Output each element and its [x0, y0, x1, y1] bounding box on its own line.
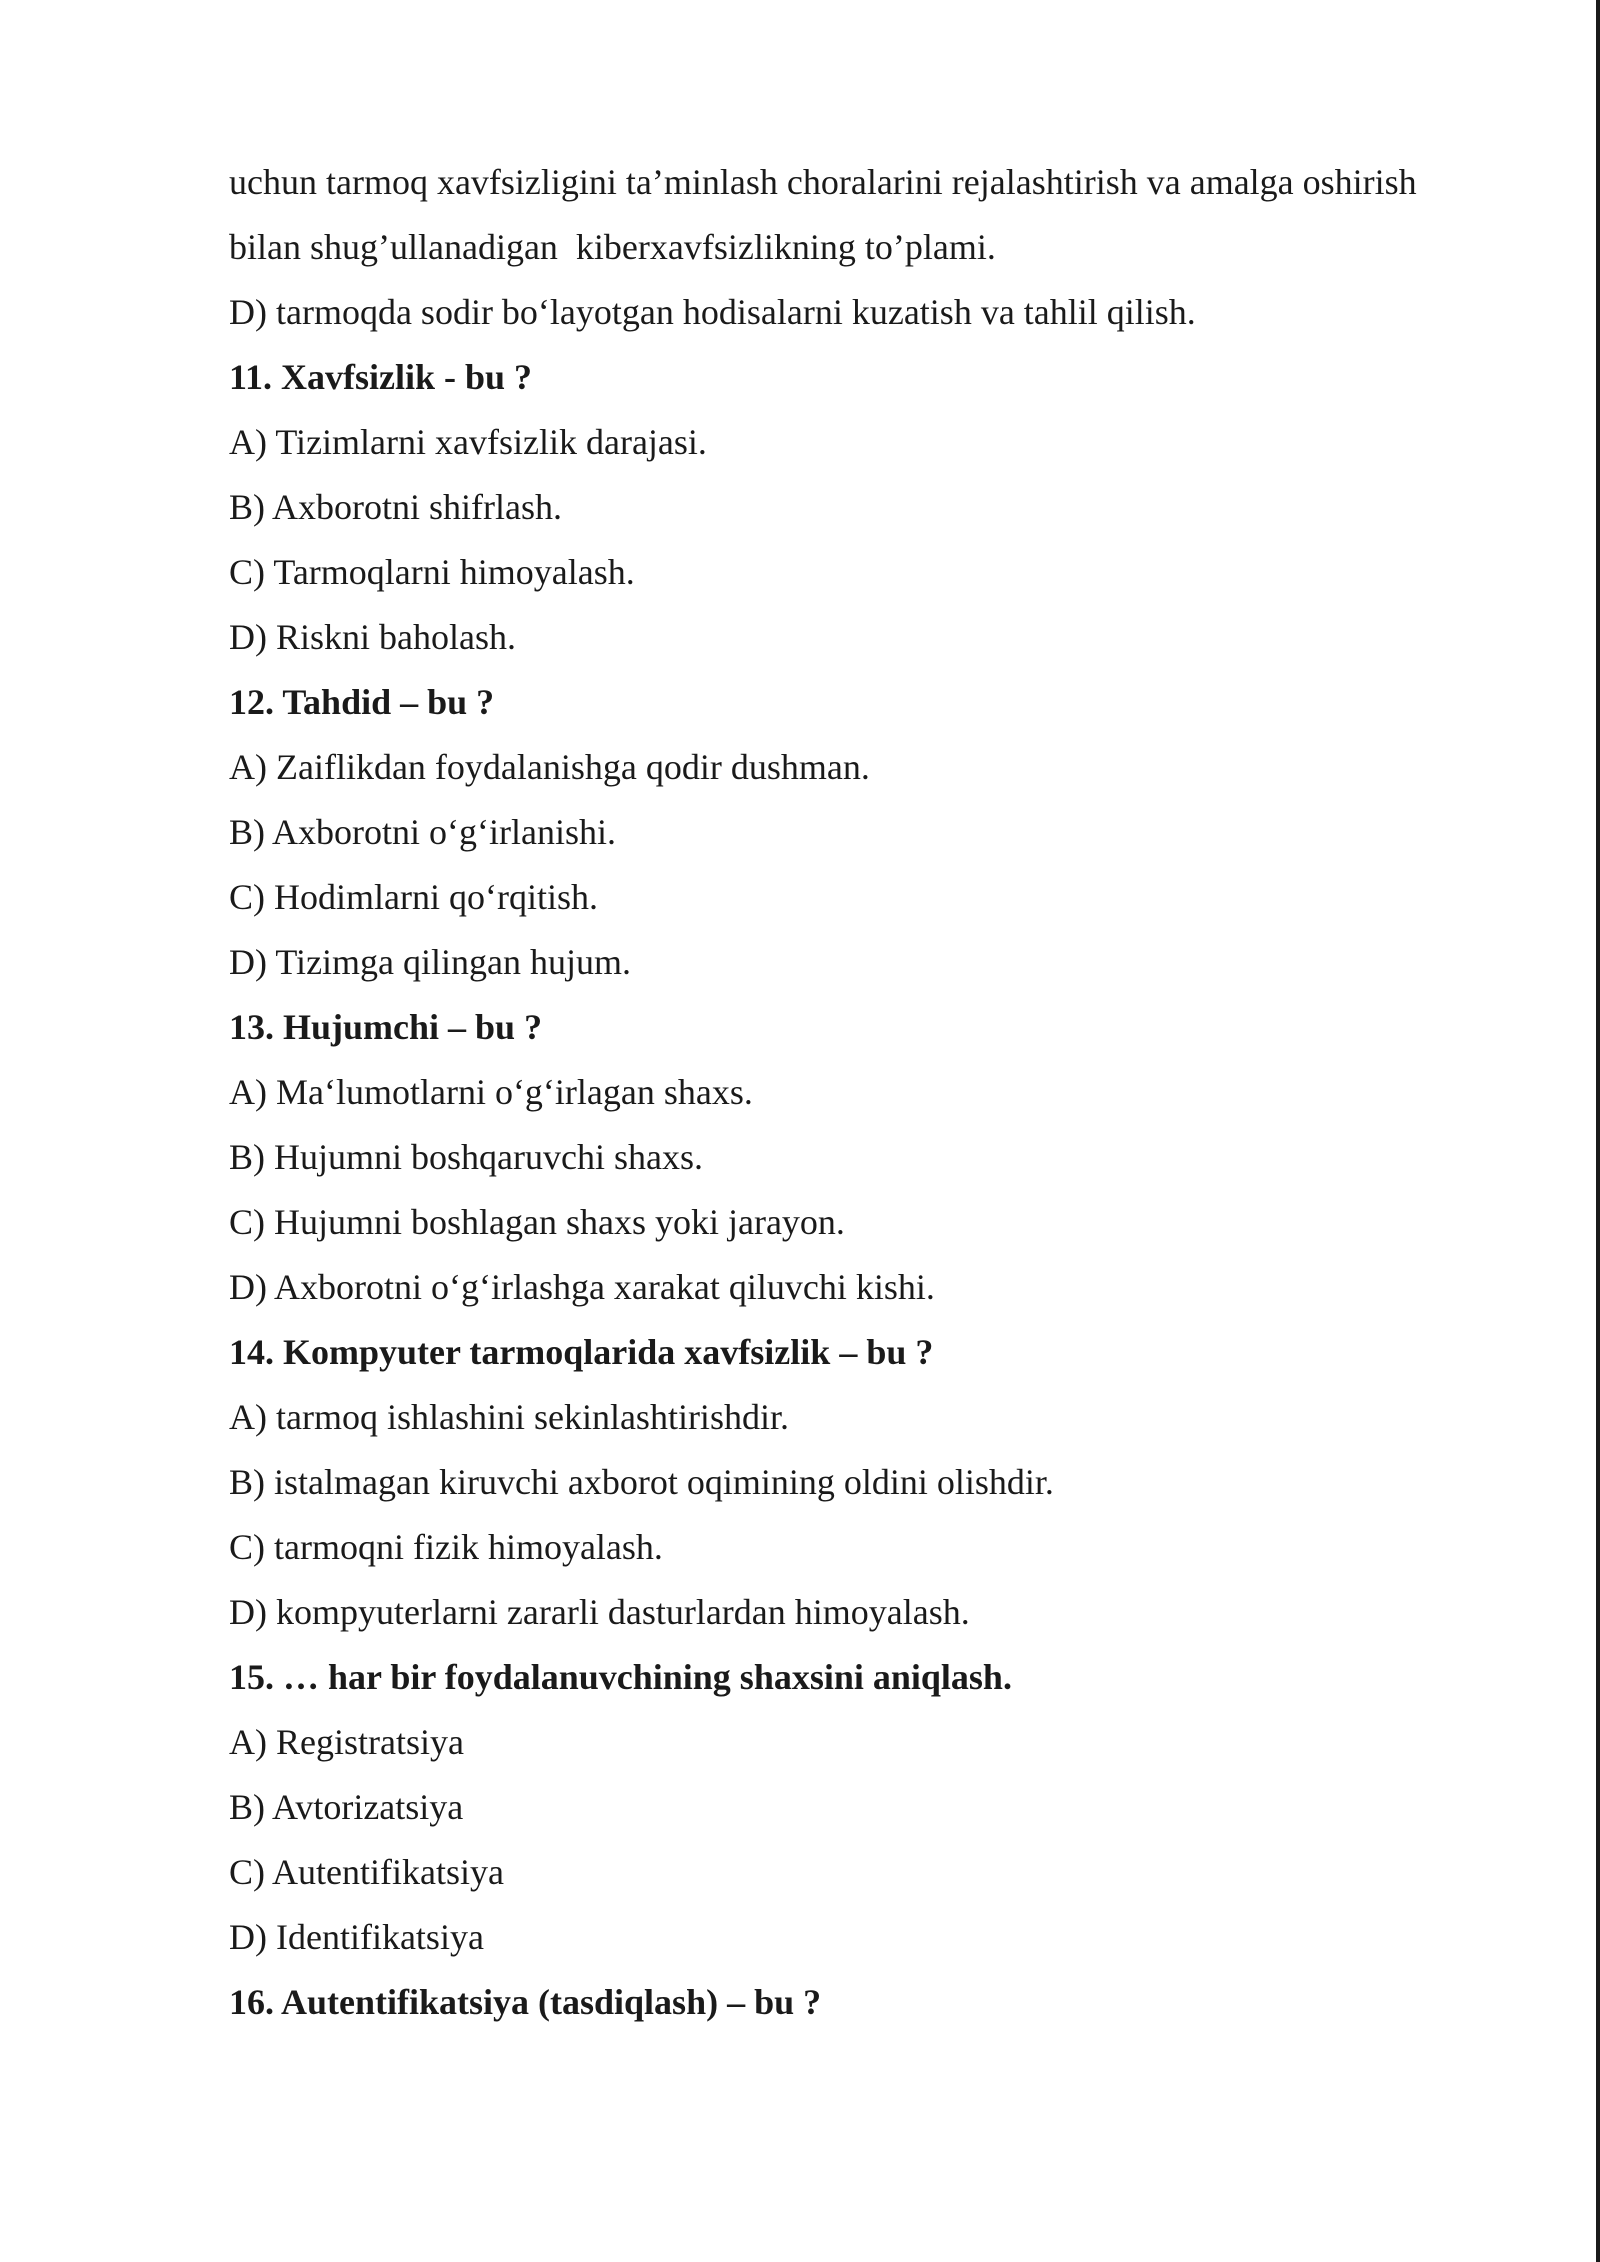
question-13-option-a: A) Ma‘lumotlarni o‘g‘irlagan shaxs. — [229, 1072, 753, 1112]
intro-line: bilan shug’ullanadigan kiberxavfsizlikning to’plami. — [229, 227, 996, 267]
question-15-option-a: A) Registratsiya — [229, 1722, 464, 1762]
question-12-option-a: A) Zaiflikdan foydalanishga qodir dushman. — [229, 747, 870, 787]
question-15-title: 15. … har bir foydalanuvchining shaxsini aniqlash. — [229, 1657, 1012, 1697]
intro-option-d: D) tarmoqda sodir bo‘layotgan hodisalarni kuzatish va tahlil qilish. — [229, 292, 1196, 332]
question-11-option-d: D) Riskni baholash. — [229, 617, 516, 657]
question-12-option-c: C) Hodimlarni qo‘rqitish. — [229, 877, 598, 917]
question-15-option-d: D) Identifikatsiya — [229, 1917, 484, 1957]
question-12-option-d: D) Tizimga qilingan hujum. — [229, 942, 632, 982]
question-14-option-d: D) kompyuterlarni zararli dasturlardan himoyalash. — [229, 1592, 970, 1632]
question-13-option-d: D) Axborotni o‘g‘irlashga xarakat qiluvchi kishi. — [229, 1267, 935, 1307]
intro-line: uchun tarmoq xavfsizligini ta’minlash choralarini rejalashtirish va amalga oshirish — [229, 162, 1417, 202]
question-12-option-b: B) Axborotni o‘g‘irlanishi. — [229, 812, 616, 852]
question-13-option-c: C) Hujumni boshlagan shaxs yoki jarayon. — [229, 1202, 845, 1242]
page-edge-border — [1596, 0, 1600, 2262]
question-11-option-c: C) Tarmoqlarni himoyalash. — [229, 552, 635, 592]
question-13-option-b: B) Hujumni boshqaruvchi shaxs. — [229, 1137, 703, 1177]
question-13-title: 13. Hujumchi – bu ? — [229, 1007, 543, 1047]
question-14-title: 14. Kompyuter tarmoqlarida xavfsizlik – bu ? — [229, 1332, 934, 1372]
question-11-option-b: B) Axborotni shifrlash. — [229, 487, 562, 527]
question-14-option-a: A) tarmoq ishlashini sekinlashtirishdir. — [229, 1397, 789, 1437]
question-16-title: 16. Autentifikatsiya (tasdiqlash) – bu ? — [229, 1982, 822, 2022]
question-12-title: 12. Tahdid – bu ? — [229, 682, 495, 722]
question-15-option-c: C) Autentifikatsiya — [229, 1852, 504, 1892]
question-15-option-b: B) Avtorizatsiya — [229, 1787, 464, 1827]
question-14-option-c: C) tarmoqni fizik himoyalash. — [229, 1527, 663, 1567]
question-11-title: 11. Xavfsizlik - bu ? — [229, 357, 533, 397]
question-14-option-b: B) istalmagan kiruvchi axborot oqimining oldini olishdir. — [229, 1462, 1054, 1502]
document-body — [229, 150, 1529, 2035]
question-11-option-a: A) Tizimlarni xavfsizlik darajasi. — [229, 422, 707, 462]
